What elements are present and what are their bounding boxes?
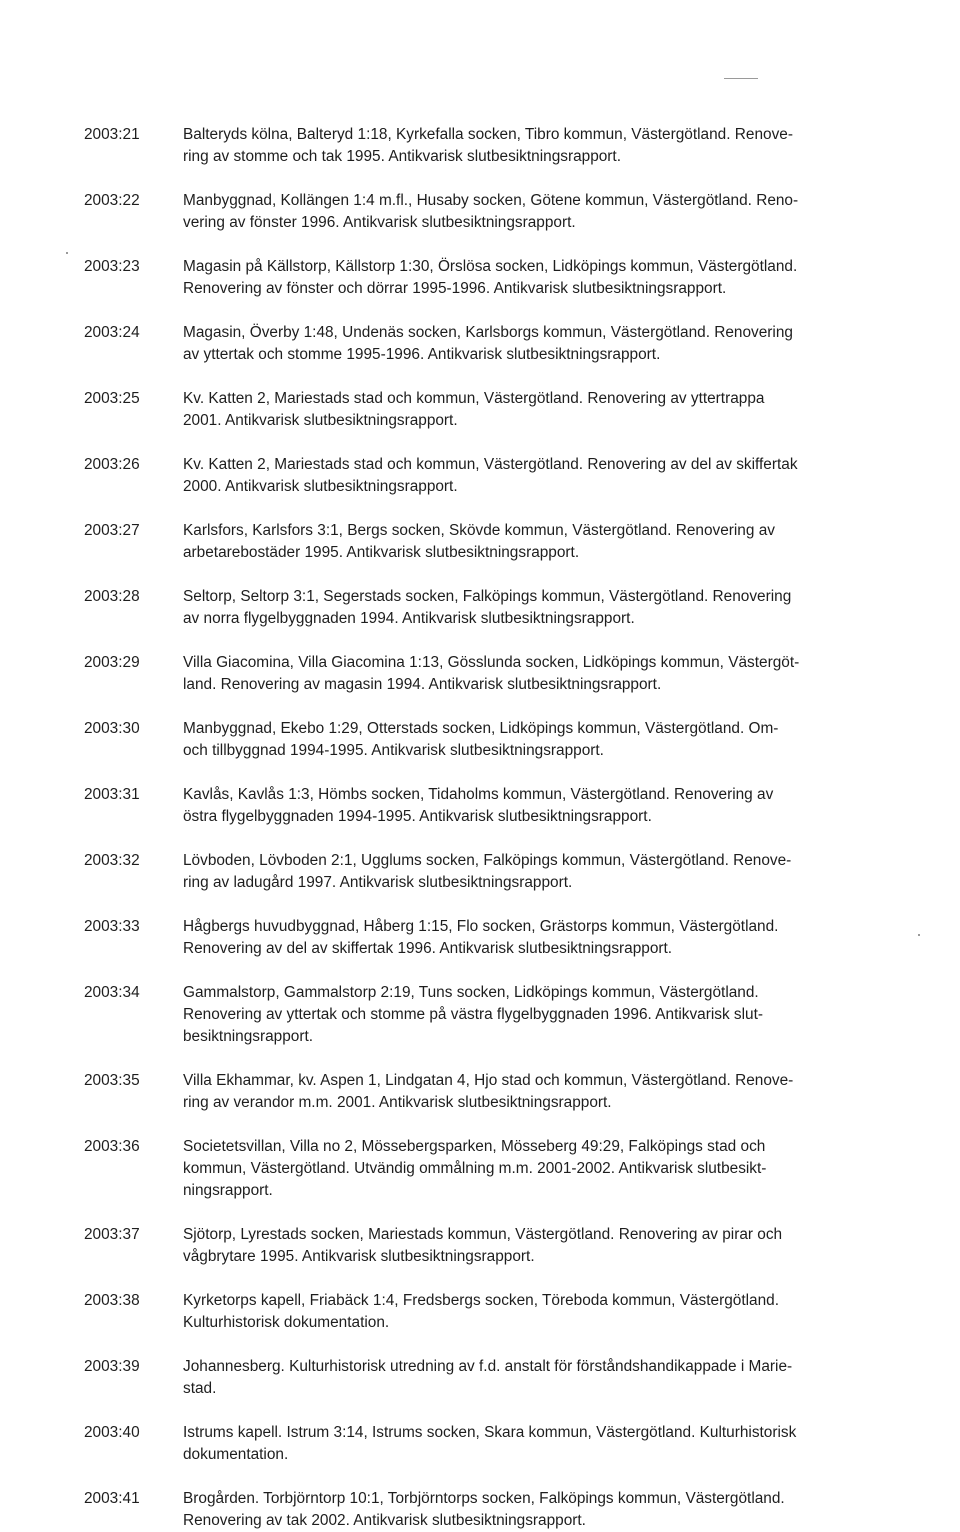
list-item xyxy=(84,652,824,696)
list-item xyxy=(84,982,824,1048)
description-line: östra flygelbyggnaden 1994-1995. Antikvarisk slutbesiktningsrapport. xyxy=(183,808,652,825)
report-description xyxy=(183,982,824,1048)
description-line: av norra flygelbyggnaden 1994. Antikvarisk slutbesiktningsrapport. xyxy=(183,610,635,627)
report-description xyxy=(183,718,824,762)
description-line: ring av verandor m.m. 2001. Antikvarisk slutbesiktningsrapport. xyxy=(183,1094,612,1111)
report-number: 2003:40 xyxy=(84,1424,140,1441)
description-line: ningsrapport. xyxy=(183,1182,273,1199)
list-item xyxy=(84,520,824,564)
report-description xyxy=(183,1224,824,1268)
description-line: Kv. Katten 2, Mariestads stad och kommun, Västergötland. Renovering av del av skiffertak xyxy=(183,456,798,473)
report-number: 2003:25 xyxy=(84,390,140,407)
description-line: Kavlås, Kavlås 1:3, Hömbs socken, Tidaholms kommun, Västergötland. Renovering av xyxy=(183,786,774,803)
description-line: Renovering av fönster och dörrar 1995-1996. Antikvarisk slutbesiktningsrapport. xyxy=(183,280,727,297)
report-number: 2003:21 xyxy=(84,126,140,143)
description-line: Karlsfors, Karlsfors 3:1, Bergs socken, Skövde kommun, Västergötland. Renovering av xyxy=(183,522,775,539)
description-line: vågbrytare 1995. Antikvarisk slutbesiktningsrapport. xyxy=(183,1248,535,1265)
description-line: dokumentation. xyxy=(183,1446,289,1463)
report-number: 2003:38 xyxy=(84,1292,140,1309)
description-line: Lövboden, Lövboden 2:1, Ugglums socken, Falköpings kommun, Västergötland. Renove- xyxy=(183,852,792,869)
report-description xyxy=(183,520,824,564)
description-line: Kyrketorps kapell, Friabäck 1:4, Fredsbergs socken, Töreboda kommun, Västergötland. xyxy=(183,1292,779,1309)
description-line: Brogården. Torbjörntorp 10:1, Torbjörntorps socken, Falköpings kommun, Västergötland. xyxy=(183,1490,785,1507)
report-number: 2003:39 xyxy=(84,1358,140,1375)
report-number: 2003:34 xyxy=(84,984,140,1001)
description-line: Sjötorp, Lyrestads socken, Mariestads kommun, Västergötland. Renovering av pirar och xyxy=(183,1226,783,1243)
report-description xyxy=(183,256,824,300)
report-description xyxy=(183,1290,824,1334)
report-description xyxy=(183,586,824,630)
report-number: 2003:37 xyxy=(84,1226,140,1243)
description-line: kommun, Västergötland. Utvändig ommålning m.m. 2001-2002. Antikvarisk slutbesikt- xyxy=(183,1160,767,1177)
description-line: Magasin på Källstorp, Källstorp 1:30, Örslösa socken, Lidköpings kommun, Västergötland. xyxy=(183,258,798,275)
list-item xyxy=(84,388,824,432)
list-item xyxy=(84,1488,824,1532)
report-number: 2003:27 xyxy=(84,522,140,539)
list-item xyxy=(84,190,824,234)
description-line: stad. xyxy=(183,1380,217,1397)
report-number: 2003:36 xyxy=(84,1138,140,1155)
list-item xyxy=(84,1224,824,1268)
report-number: 2003:41 xyxy=(84,1490,140,1507)
report-description xyxy=(183,916,824,960)
description-line: Istrums kapell. Istrum 3:14, Istrums socken, Skara kommun, Västergötland. Kulturhistorisk xyxy=(183,1424,797,1441)
list-item xyxy=(84,1136,824,1202)
description-line: besiktningsrapport. xyxy=(183,1028,314,1045)
description-line: Manbyggnad, Ekebo 1:29, Otterstads socken, Lidköpings kommun, Västergötland. Om- xyxy=(183,720,779,737)
scan-speck xyxy=(918,934,920,936)
report-description xyxy=(183,124,824,168)
description-line: Hågbergs huvudbyggnad, Håberg 1:15, Flo socken, Grästorps kommun, Västergötland. xyxy=(183,918,779,935)
description-line: Villa Ekhammar, kv. Aspen 1, Lindgatan 4, Hjo stad och kommun, Västergötland. Renove- xyxy=(183,1072,794,1089)
list-item xyxy=(84,454,824,498)
description-line: vering av fönster 1996. Antikvarisk slutbesiktningsrapport. xyxy=(183,214,576,231)
description-line: och tillbyggnad 1994-1995. Antikvarisk slutbesiktningsrapport. xyxy=(183,742,604,759)
report-number: 2003:29 xyxy=(84,654,140,671)
report-description xyxy=(183,1488,824,1532)
list-item xyxy=(84,850,824,894)
list-item xyxy=(84,784,824,828)
list-item xyxy=(84,322,824,366)
report-description xyxy=(183,784,824,828)
report-description xyxy=(183,1356,824,1400)
description-line: Seltorp, Seltorp 3:1, Segerstads socken, Falköpings kommun, Västergötland. Renovering xyxy=(183,588,792,605)
report-number: 2003:22 xyxy=(84,192,140,209)
list-item xyxy=(84,256,824,300)
list-item xyxy=(84,586,824,630)
description-line: Kv. Katten 2, Mariestads stad och kommun, Västergötland. Renovering av yttertrappa xyxy=(183,390,765,407)
scan-speck xyxy=(724,78,758,79)
description-line: Renovering av del av skiffertak 1996. Antikvarisk slutbesiktningsrapport. xyxy=(183,940,673,957)
description-line: ring av ladugård 1997. Antikvarisk slutbesiktningsrapport. xyxy=(183,874,573,891)
report-number: 2003:35 xyxy=(84,1072,140,1089)
report-number: 2003:23 xyxy=(84,258,140,275)
description-line: Villa Giacomina, Villa Giacomina 1:13, Gösslunda socken, Lidköpings kommun, Västergöt- xyxy=(183,654,800,671)
report-description xyxy=(183,652,824,696)
description-line: land. Renovering av magasin 1994. Antikvarisk slutbesiktningsrapport. xyxy=(183,676,662,693)
report-number: 2003:24 xyxy=(84,324,140,341)
description-line: Kulturhistorisk dokumentation. xyxy=(183,1314,390,1331)
description-line: av yttertak och stomme 1995-1996. Antikvarisk slutbesiktningsrapport. xyxy=(183,346,661,363)
report-list xyxy=(84,124,824,1532)
list-item xyxy=(84,916,824,960)
list-item xyxy=(84,1290,824,1334)
report-description xyxy=(183,850,824,894)
description-line: Renovering av yttertak och stomme på västra flygelbyggnaden 1996. Antikvarisk slut- xyxy=(183,1006,764,1023)
report-number: 2003:30 xyxy=(84,720,140,737)
scan-speck xyxy=(66,252,68,254)
description-line: Societetsvillan, Villa no 2, Mössebergsparken, Mösseberg 49:29, Falköpings stad och xyxy=(183,1138,766,1155)
description-line: Manbyggnad, Kollängen 1:4 m.fl., Husaby socken, Götene kommun, Västergötland. Reno- xyxy=(183,192,799,209)
list-item xyxy=(84,1070,824,1114)
description-line: Gammalstorp, Gammalstorp 2:19, Tuns socken, Lidköpings kommun, Västergötland. xyxy=(183,984,759,1001)
description-line: Renovering av tak 2002. Antikvarisk slutbesiktningsrapport. xyxy=(183,1512,586,1529)
report-number: 2003:31 xyxy=(84,786,140,803)
report-number: 2003:28 xyxy=(84,588,140,605)
report-description xyxy=(183,1136,824,1202)
report-number: 2003:26 xyxy=(84,456,140,473)
description-line: arbetarebostäder 1995. Antikvarisk slutbesiktningsrapport. xyxy=(183,544,580,561)
description-line: Balteryds kölna, Balteryd 1:18, Kyrkefalla socken, Tibro kommun, Västergötland. Renove- xyxy=(183,126,793,143)
list-item xyxy=(84,1422,824,1466)
report-description xyxy=(183,1422,824,1466)
report-number: 2003:33 xyxy=(84,918,140,935)
description-line: 2001. Antikvarisk slutbesiktningsrapport. xyxy=(183,412,458,429)
report-description xyxy=(183,1070,824,1114)
description-line: 2000. Antikvarisk slutbesiktningsrapport. xyxy=(183,478,458,495)
description-line: Johannesberg. Kulturhistorisk utredning av f.d. anstalt för förståndshandikappade i Marie- xyxy=(183,1358,793,1375)
report-description xyxy=(183,388,824,432)
report-number: 2003:32 xyxy=(84,852,140,869)
list-item xyxy=(84,1356,824,1400)
description-line: Magasin, Överby 1:48, Undenäs socken, Karlsborgs kommun, Västergötland. Renovering xyxy=(183,324,793,341)
report-description xyxy=(183,322,824,366)
description-line: ring av stomme och tak 1995. Antikvarisk slutbesiktningsrapport. xyxy=(183,148,621,165)
report-description xyxy=(183,190,824,234)
list-item xyxy=(84,124,824,168)
list-item xyxy=(84,718,824,762)
report-description xyxy=(183,454,824,498)
